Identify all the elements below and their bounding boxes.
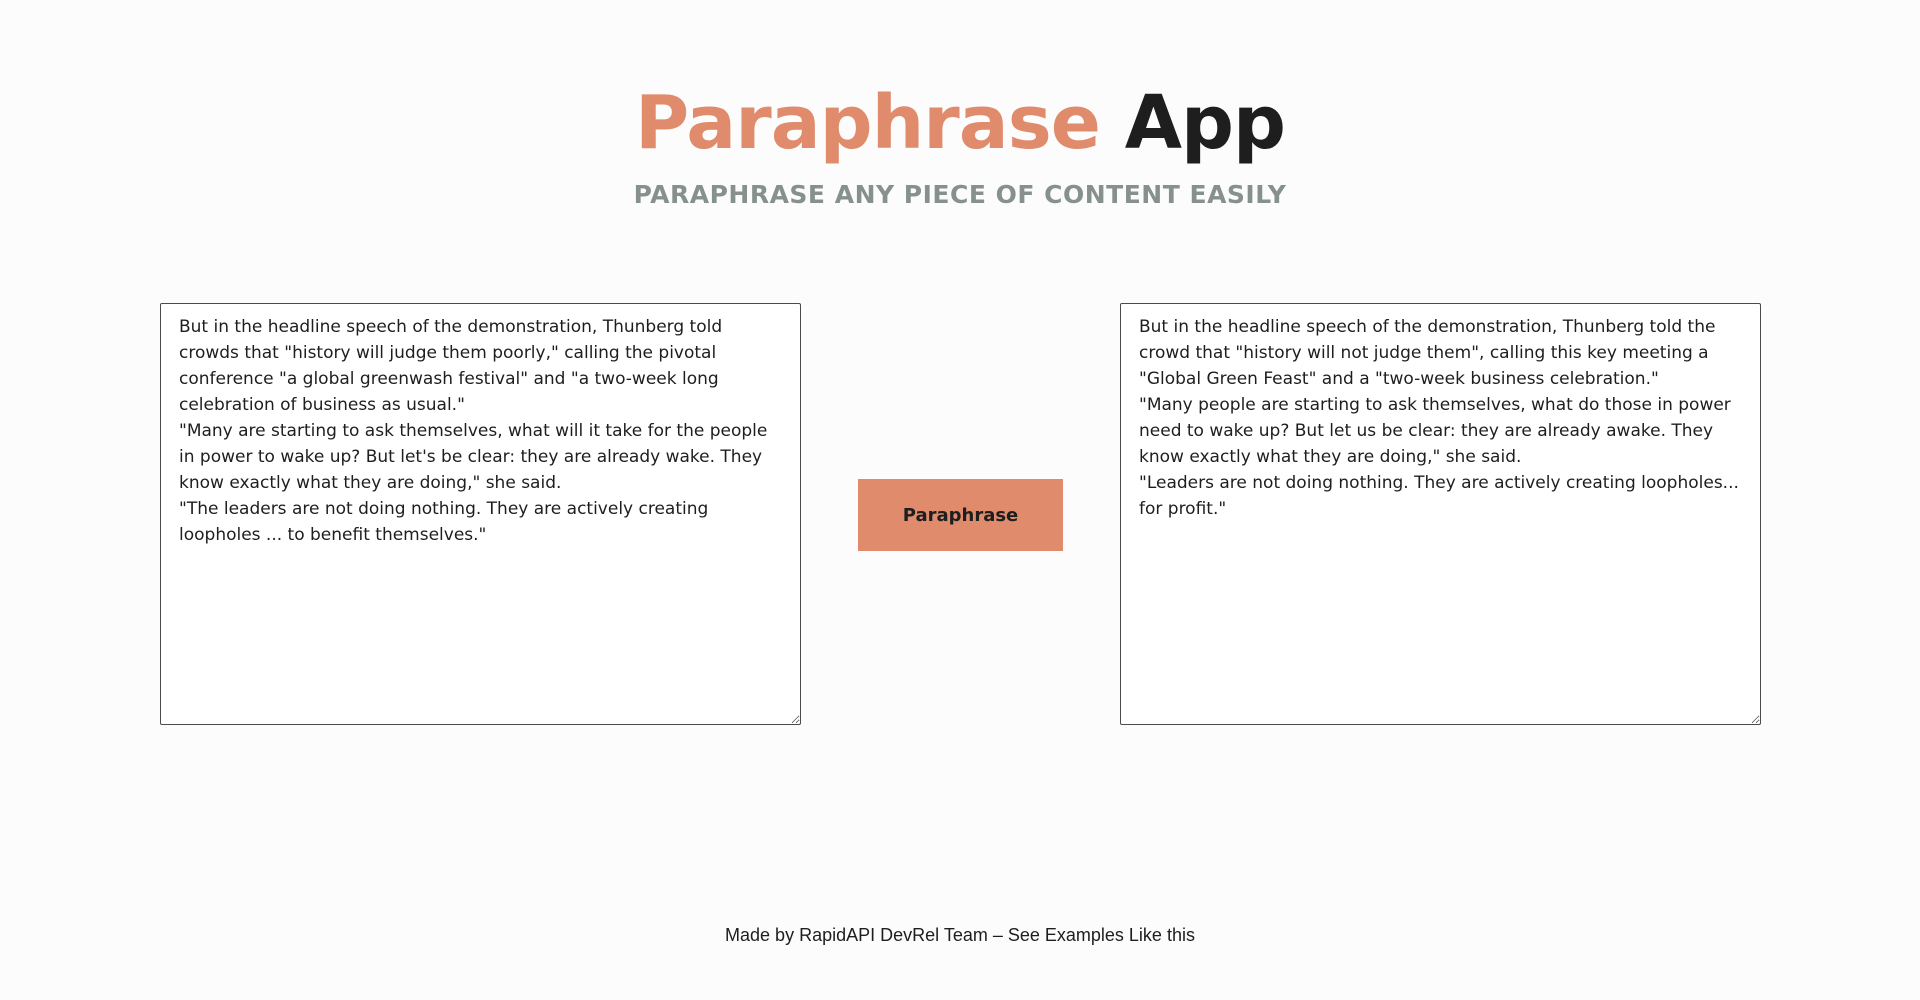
output-text-area[interactable] [1120, 303, 1761, 725]
devrel-team-link[interactable]: RapidAPI DevRel Team [799, 925, 988, 945]
footer-separator: – [987, 925, 1008, 945]
input-text-area[interactable] [160, 303, 801, 725]
paraphrase-button[interactable]: Paraphrase [858, 479, 1063, 551]
title-accent: Paraphrase [635, 80, 1100, 166]
page-title [0, 78, 1920, 168]
footer-prefix: Made by [725, 925, 800, 945]
title-rest: App [1124, 80, 1285, 166]
see-examples-link[interactable]: See Examples Like this [1007, 925, 1195, 945]
page-subtitle: PARAPHRASE ANY PIECE OF CONTENT EASILY [633, 180, 1287, 209]
footer [0, 925, 1920, 946]
